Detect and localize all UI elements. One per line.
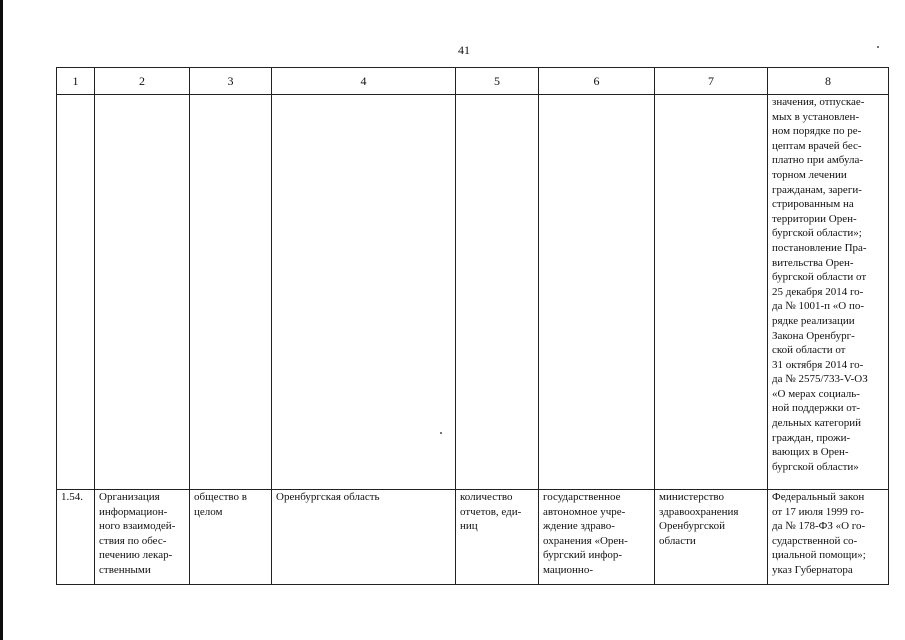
header-cell-3: 3 [190,68,272,95]
text-line: ной поддержки от- [772,402,861,415]
text-line: вающих в Орен- [772,446,849,459]
founder-body-cell [655,490,768,585]
text-line: ствия по обес- [99,534,167,547]
text-line: Закона Оренбург- [772,329,855,342]
text-line: ном порядке по ре- [772,125,862,138]
text-line: ской области от [772,344,846,357]
text-line: указ Губернатора [772,563,853,576]
header-cell-7: 7 [655,68,768,95]
text-line: здравоохранения [659,505,739,518]
text-line: отчетов, еди- [460,505,522,518]
text-line: платно при амбула- [772,154,864,167]
text-line: да № 1001-п «О по- [772,300,865,313]
text-line: от 17 июля 1999 го- [772,505,864,518]
table-row-1-54 [57,490,889,585]
text-line: ждение здраво- [543,520,615,533]
consumer-category-cell [190,490,272,585]
continuation-row [57,95,889,490]
text-line: государственное [543,491,621,503]
text-line: вительства Орен- [772,256,854,269]
text-line: области [659,534,696,547]
text-line: рядке реализации [772,314,855,327]
text-line: целом [194,505,223,518]
cont-cell-3 [190,95,272,490]
text-line: дельных категорий [772,417,861,430]
text-line: ниц [460,520,478,533]
text-line: бургский инфор- [543,549,623,562]
page-left-edge [0,0,3,640]
cont-cell-2 [95,95,190,490]
header-cell-5: 5 [456,68,539,95]
header-cell-8: 8 [768,68,889,95]
text-line: «О мерах социаль- [772,387,860,400]
text-line: Федеральный закон [772,491,865,503]
cont-cell-5 [456,95,539,490]
text-line: количество [460,491,513,503]
text-line: да № 178-ФЗ «О го- [772,520,866,533]
text-line: бургской области»; [772,227,862,240]
cont-cell-7 [655,95,768,490]
header-row [57,68,889,95]
header-cell-2: 2 [95,68,190,95]
text-line: бургской области от [772,271,867,284]
text-line: значения, отпускае- [772,96,865,108]
text-line: торном лечении [772,168,847,181]
text-line: автономное учре- [543,505,626,518]
text-line: Оренбургской [659,520,725,533]
page-number: 41 [458,43,470,57]
text-line: стрированным на [772,198,854,211]
cont-cell-1 [57,95,95,490]
institution-cell [539,490,655,585]
text-line: Организация [99,491,160,503]
header-cell-4: 4 [272,68,456,95]
text-line: циальной помощи»; [772,549,866,562]
text-line: информацион- [99,505,168,518]
text-line: министерство [659,491,725,503]
text-line: охранения «Орен- [543,534,628,547]
text-line: бургской области» [772,460,859,473]
text-line: ственными [99,563,151,576]
row-number-cell: 1.54. [57,490,95,585]
text-line: ного взаимодей- [99,520,176,533]
header-cell-6: 6 [539,68,655,95]
text-line: граждан, прожи- [772,431,851,444]
text-line: печению лекар- [99,549,173,562]
cont-cell-6 [539,95,655,490]
legal-basis-cell [768,490,889,585]
territory-cell: Оренбургская область [272,490,456,585]
text-line: да № 2575/733-V-ОЗ [772,373,868,386]
text-line: гражданам, зареги- [772,183,862,196]
text-line: цептам врачей бес- [772,139,862,152]
text-line: территории Орен- [772,212,857,225]
document-table [56,67,889,585]
text-line: мых в установлен- [772,110,860,123]
activity-name-cell [95,490,190,585]
text-line: сударственной со- [772,534,858,547]
text-line: 25 декабря 2014 го- [772,285,864,298]
text-line: 31 октября 2014 го- [772,358,864,371]
unit-of-measure-cell [456,490,539,585]
text-line: общество в [194,491,247,503]
header-cell-1: 1 [57,68,95,95]
cont-cell-4 [272,95,456,490]
text-line: постановление Пра- [772,241,867,254]
text-line: мационно- [543,563,593,576]
scan-speck [877,46,879,48]
cont-cell-8-legal-basis [768,95,889,490]
